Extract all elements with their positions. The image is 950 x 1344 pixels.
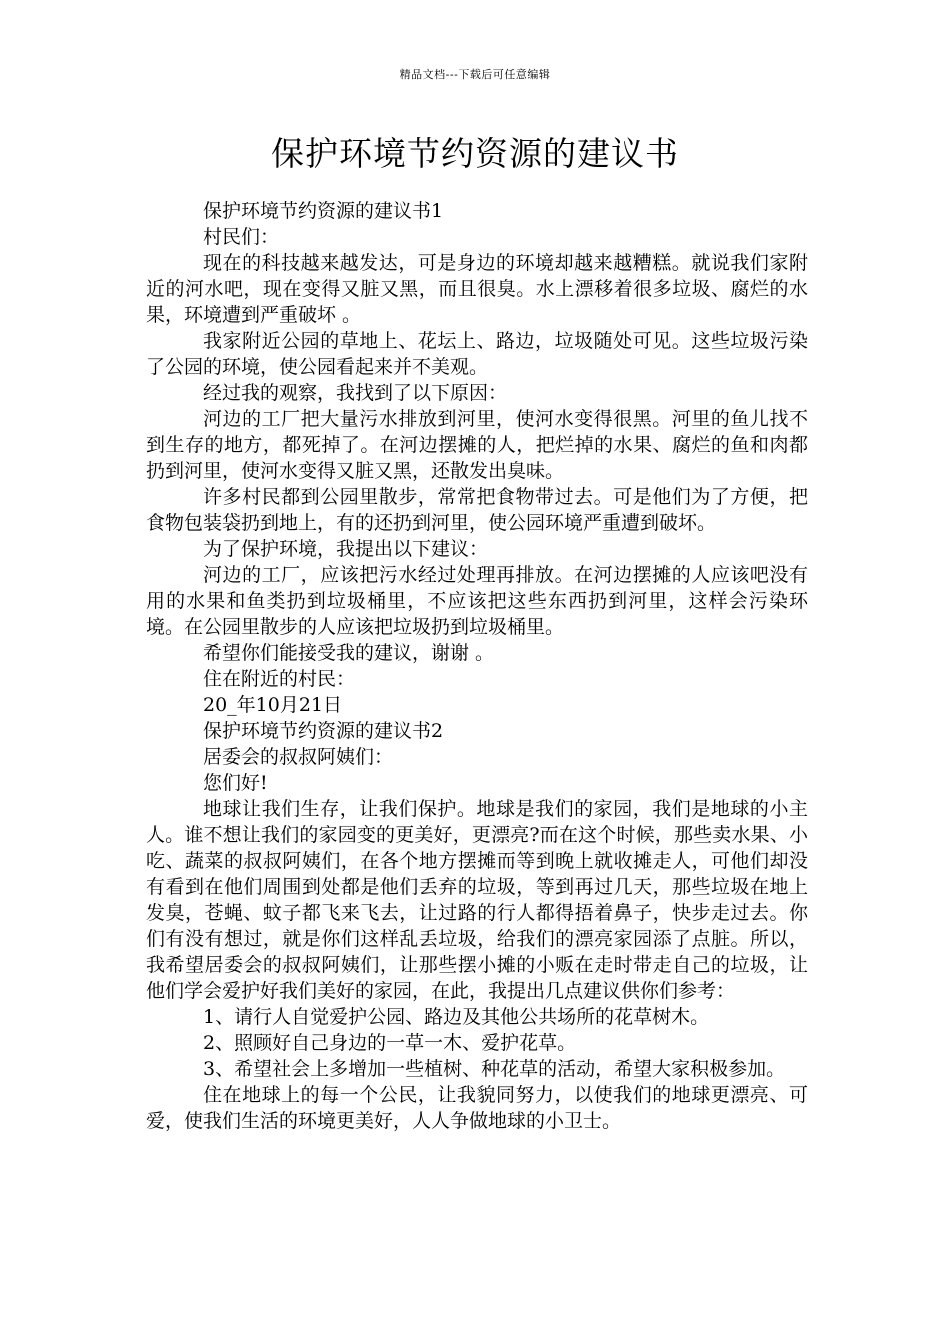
paragraph: 住在地球上的每一个公民，让我貌同努力，以使我们的地球更漂亮、可爱，使我们生活的环境更美好，人人争做地球的小卫士。 bbox=[146, 1084, 808, 1132]
paragraph: 保护环境节约资源的建议书1 bbox=[203, 200, 444, 222]
paragraph: 村民们： bbox=[203, 226, 280, 248]
paragraph: 2、照顾好自己身边的一草一木、爱护花草。 bbox=[203, 1032, 577, 1054]
paragraph: 经过我的观察，我找到了以下原因： bbox=[203, 382, 508, 404]
paragraph: 居委会的叔叔阿姨们： bbox=[203, 746, 394, 768]
paragraph: 许多村民都到公园里散步，常常把食物带过去。可是他们为了方便，把食物包装袋扔到地上，有的还扔到河里，使公园环境严重遭到破坏。 bbox=[146, 486, 808, 534]
paragraph: 1、请行人自觉爱护公园、路边及其他公共场所的花草树木。 bbox=[203, 1006, 710, 1028]
page-header-note: 精品文档---下载后可任意编辑 bbox=[399, 68, 551, 81]
paragraph: 3、希望社会上多增加一些植树、种花草的活动，希望大家积极参加。 bbox=[203, 1058, 786, 1080]
paragraph: 20_年10月21日 bbox=[203, 694, 343, 716]
paragraph: 为了保护环境，我提出以下建议： bbox=[203, 538, 489, 560]
document-body bbox=[146, 198, 808, 1134]
document-title: 保护环境节约资源的建议书 bbox=[271, 134, 679, 173]
paragraph: 我家附近公园的草地上、花坛上、路边，垃圾随处可见。这些垃圾污染了公园的环境，使公园看起来并不美观。 bbox=[146, 330, 808, 378]
paragraph: 地球让我们生存，让我们保护。地球是我们的家园，我们是地球的小主人。谁不想让我们的家园变的更美好，更漂亮?而在这个时候，那些卖水果、小吃、蔬菜的叔叔阿姨们，在各个地方摆摊而等到晚上就收摊走人，可他们却没有看到在他们周围到处都是他们丢弃的垃圾，等到再过几天，那些垃圾在地上发臭，苍蝇、蚊子都飞来飞去，让过路的行人都得捂着鼻子，快步走过去。你们有没有想过，就是你们这样乱丢垃圾，给我们的漂亮家园添了点脏。所以，我希望居委会的叔叔阿姨们，让那些摆小摊的小贩在走时带走自己的垃圾，让他们学会爱护好我们美好的家园，在此，我提出几点建议供你们参考： bbox=[146, 798, 808, 1002]
paragraph: 现在的科技越来越发达，可是身边的环境却越来越糟糕。就说我们家附近的河水吧，现在变得又脏又黑，而且很臭。水上漂移着很多垃圾、腐烂的水果，环境遭到严重破坏 。 bbox=[146, 252, 808, 326]
paragraph: 希望你们能接受我的建议，谢谢 。 bbox=[203, 642, 495, 664]
paragraph: 河边的工厂，应该把污水经过处理再排放。在河边摆摊的人应该吧没有用的水果和鱼类扔到垃圾桶里，不应该把这些东西扔到河里，这样会污染环境。在公园里散步的人应该把垃圾扔到垃圾桶里。 bbox=[146, 564, 808, 638]
paragraph: 住在附近的村民： bbox=[203, 668, 356, 690]
paragraph: 保护环境节约资源的建议书2 bbox=[203, 720, 444, 742]
paragraph: 您们好! bbox=[203, 772, 268, 794]
paragraph: 河边的工厂把大量污水排放到河里，使河水变得很黑。河里的鱼儿找不到生存的地方，都死掉了。在河边摆摊的人，把烂掉的水果、腐烂的鱼和肉都扔到河里，使河水变得又脏又黑，还散发出臭味。 bbox=[146, 408, 808, 482]
